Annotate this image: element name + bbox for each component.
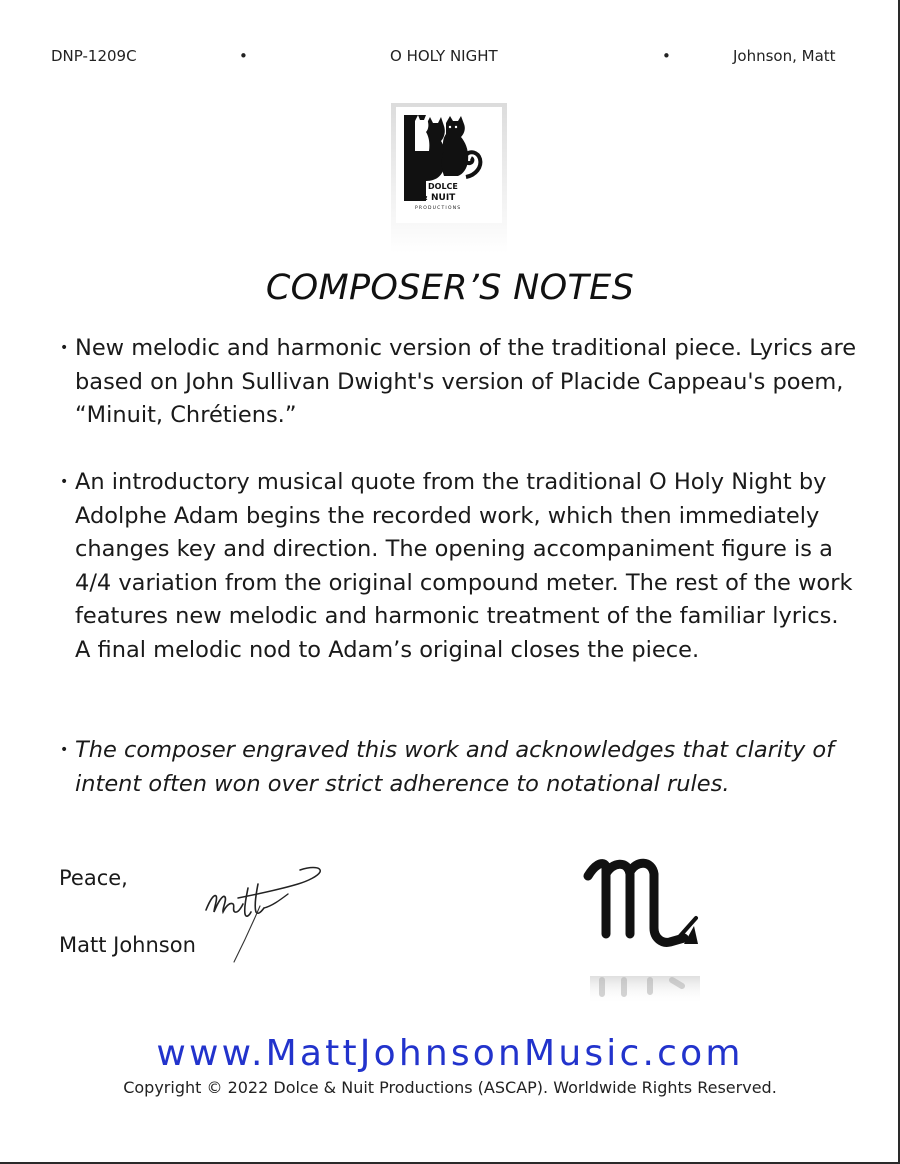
- catalog-code: DNP-1209C: [51, 47, 137, 65]
- note-text: New melodic and harmonic version of the traditional piece. Lyrics are based on John Sullivan Dwight's version of Placide Cappeau's poem, “Minuit, Chrétiens.”: [75, 335, 857, 428]
- composers-notes-title: COMPOSER’S NOTES: [265, 268, 635, 308]
- logo-line2: & NUIT: [420, 193, 456, 203]
- page-header: [0, 47, 900, 71]
- copyright-notice: Copyright © 2022 Dolce & Nuit Productions (ASCAP). Worldwide Rights Reserved.: [123, 1078, 777, 1097]
- header-separator: •: [239, 47, 248, 65]
- website-link[interactable]: www.MattJohnsonMusic.com: [156, 1033, 744, 1074]
- bullet-point: •: [60, 474, 69, 490]
- note-text: The composer engraved this work and acknowledges that clarity of intent often won over strict adherence to notational rules.: [75, 737, 835, 797]
- note-item: [60, 734, 860, 801]
- author-name: Johnson, Matt: [733, 47, 836, 65]
- scorpio-glyph-icon: [580, 848, 715, 1008]
- handwritten-signature: [198, 858, 328, 968]
- logo-line1: DOLCE: [428, 182, 458, 191]
- dolce-nuit-logo: [388, 103, 510, 255]
- greeting: Peace,: [59, 866, 128, 890]
- signer-name: Matt Johnson: [59, 933, 196, 957]
- note-text: An introductory musical quote from the traditional O Holy Night by Adolphe Adam begins the recorded work, which then immediately changes key and direction. The opening accompaniment figure is a 4/4 variation from the original compound meter. The rest of the work features new melodic and harmonic treatment of the familiar lyrics. A final melodic nod to Adam’s original closes the piece.: [75, 469, 853, 663]
- bullet-point: •: [60, 742, 69, 758]
- piece-title: O HOLY NIGHT: [390, 47, 498, 65]
- header-separator: •: [662, 47, 671, 65]
- note-item: [60, 466, 860, 667]
- note-item: [60, 332, 860, 433]
- bullet-point: •: [60, 340, 69, 356]
- logo-line3: PRODUCTIONS: [415, 206, 462, 211]
